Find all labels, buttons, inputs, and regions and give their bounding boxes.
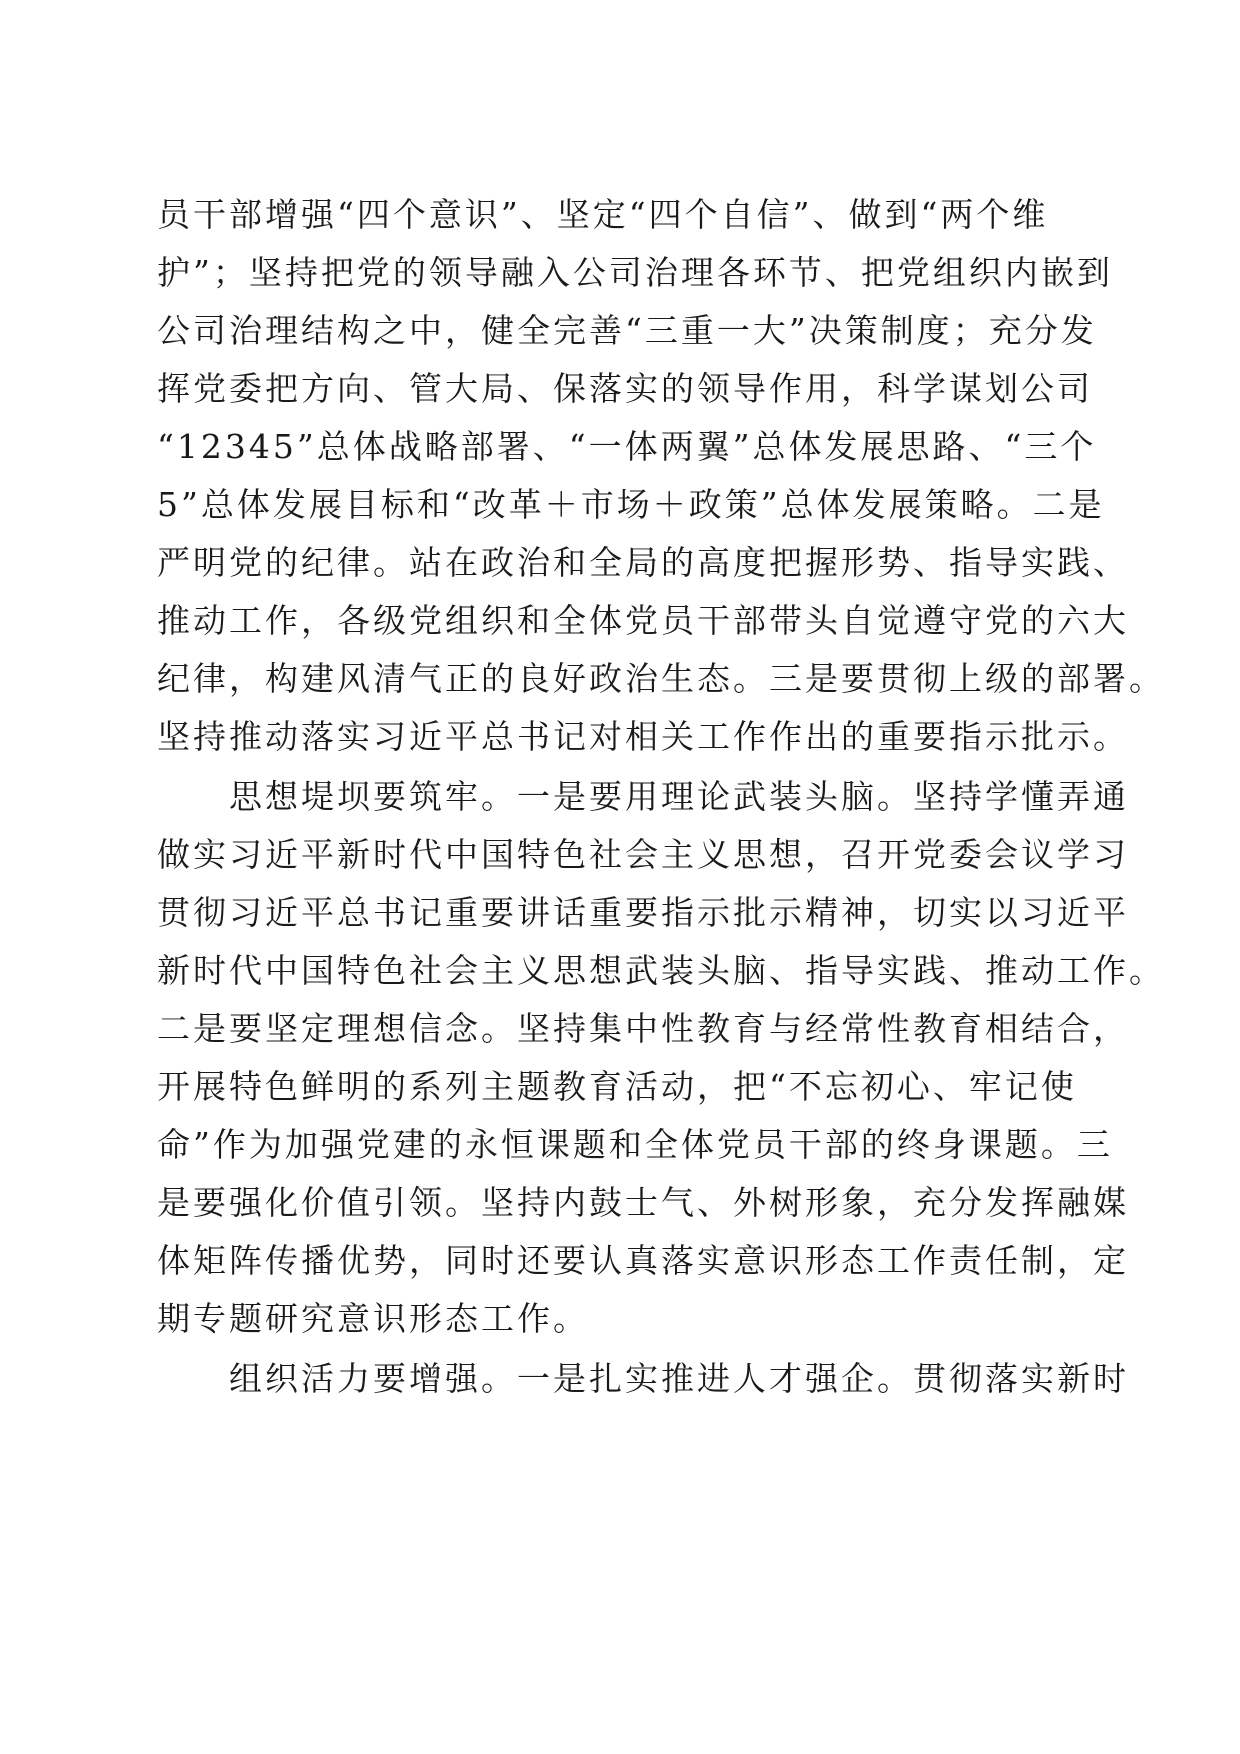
text-line: 期专题研究意识形态工作。 xyxy=(157,1299,589,1338)
text-line: 是要强化价值引领。坚持内鼓士气、外树形象，充分发挥融媒 xyxy=(157,1183,1129,1222)
text-line: 开展特色鲜明的系列主题教育活动，把“不忘初心、牢记使 xyxy=(157,1067,1077,1106)
text-line: 体矩阵传播优势，同时还要认真落实意识形态工作责任制，定 xyxy=(157,1241,1129,1280)
text-line: 纪律，构建风清气正的良好政治生态。三是要贯彻上级的部署。 xyxy=(157,659,1165,698)
text-line: “12345”总体战略部署、“一体两翼”总体发展思路、“三个 xyxy=(157,427,1097,466)
text-line: 严明党的纪律。站在政治和全局的高度把握形势、指导实践、 xyxy=(157,543,1129,582)
body-text xyxy=(157,186,1165,1408)
paragraph-start-line: 思想堤坝要筑牢。一是要用理论武装头脑。坚持学懂弄通 xyxy=(157,777,1129,816)
paragraph-start-line: 组织活力要增强。一是扎实推进人才强企。贯彻落实新时 xyxy=(157,1359,1129,1398)
text-line: 员干部增强“四个意识”、坚定“四个自信”、做到“两个维 xyxy=(157,195,1049,234)
text-line: 推动工作，各级党组织和全体党员干部带头自觉遵守党的六大 xyxy=(157,601,1129,640)
text-line: 贯彻习近平总书记重要讲话重要指示批示精神，切实以习近平 xyxy=(157,893,1129,932)
text-line: 公司治理结构之中，健全完善“三重一大”决策制度；充分发 xyxy=(157,311,1097,350)
text-line: 挥党委把方向、管大局、保落实的领导作用，科学谋划公司 xyxy=(157,369,1093,408)
text-line: 新时代中国特色社会主义思想武装头脑、指导实践、推动工作。 xyxy=(157,951,1165,990)
text-line: 5”总体发展目标和“改革＋市场＋政策”总体发展策略。二是 xyxy=(157,485,1105,524)
text-line: 做实习近平新时代中国特色社会主义思想，召开党委会议学习 xyxy=(157,835,1129,874)
text-line: 命”作为加强党建的永恒课题和全体党员干部的终身课题。三 xyxy=(157,1125,1113,1164)
text-line: 护”；坚持把党的领导融入公司治理各环节、把党组织内嵌到 xyxy=(157,253,1113,292)
text-line: 坚持推动落实习近平总书记对相关工作作出的重要指示批示。 xyxy=(157,717,1129,756)
text-line: 二是要坚定理想信念。坚持集中性教育与经常性教育相结合， xyxy=(157,1009,1129,1048)
